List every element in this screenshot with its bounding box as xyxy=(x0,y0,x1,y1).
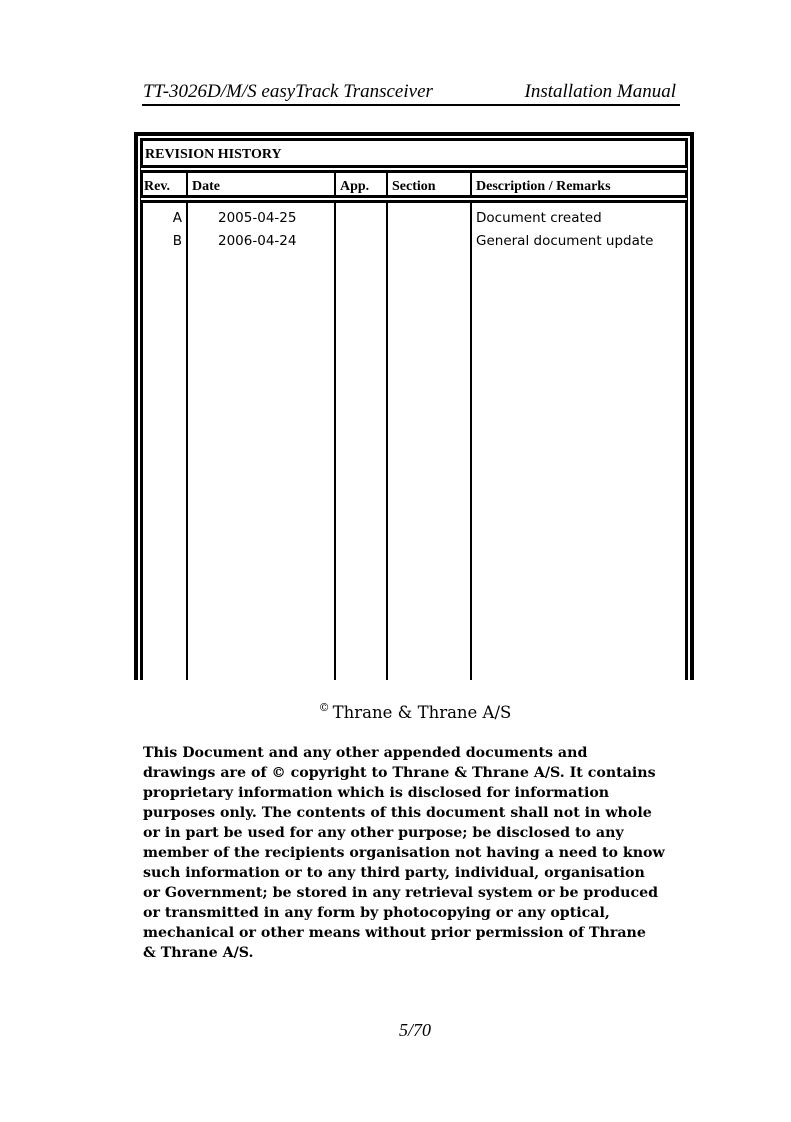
notice-line: This Document and any other appended documents and xyxy=(143,745,588,761)
product-title: TT-3026D/M/S easyTrack Transceiver xyxy=(143,81,433,102)
column-divider xyxy=(386,202,388,680)
notice-line: or in part be used for any other purpose; be disclosed to any xyxy=(143,825,624,841)
revision-remarks: Document created xyxy=(476,210,602,226)
copyright-holder: Thrane & Thrane A/S xyxy=(332,703,512,722)
notice-line: such information or to any third party, individual, organisation xyxy=(143,865,645,881)
column-divider xyxy=(186,172,188,196)
notice-line: drawings are of © copyright to Thrane & Thrane A/S. It contains xyxy=(143,765,656,781)
notice-line: member of the recipients organisation not having a need to know xyxy=(143,845,665,861)
notice-line: or transmitted in any form by photocopying or any optical, xyxy=(143,905,610,921)
revision-date: 2005-04-25 xyxy=(218,210,297,226)
revision-date: 2006-04-24 xyxy=(218,233,297,249)
table-title-box xyxy=(140,138,688,168)
column-divider xyxy=(334,202,336,680)
notice-line: mechanical or other means without prior permission of Thrane xyxy=(143,925,646,941)
column-header-app: App. xyxy=(340,179,370,194)
page-header xyxy=(142,80,680,106)
copyright-notice xyxy=(143,743,703,963)
notice-line: & Thrane A/S. xyxy=(143,945,254,961)
notice-line: purposes only. The contents of this document shall not in whole xyxy=(143,805,652,821)
column-header-section: Section xyxy=(392,179,436,194)
column-header-date: Date xyxy=(192,179,220,194)
page-number: 5/70 xyxy=(398,1020,431,1040)
column-divider xyxy=(386,172,388,196)
copyright-symbol: © xyxy=(318,701,330,714)
notice-line: proprietary information which is disclosed for information xyxy=(143,785,610,801)
column-divider xyxy=(334,172,336,196)
table-header-row xyxy=(140,170,688,198)
notice-line: or Government; be stored in any retrieval system or be produced xyxy=(143,885,659,901)
revision-remarks: General document update xyxy=(476,233,654,249)
column-header-rev: Rev. xyxy=(144,179,171,194)
revision-rev: B xyxy=(172,233,182,249)
column-header-remarks: Description / Remarks xyxy=(476,179,611,194)
column-divider xyxy=(470,202,472,680)
table-body xyxy=(140,200,688,680)
copyright-line xyxy=(0,701,791,722)
table-title: REVISION HISTORY xyxy=(145,147,282,162)
column-divider xyxy=(470,172,472,196)
revision-rev: A xyxy=(172,210,182,226)
manual-title: Installation Manual xyxy=(524,81,676,102)
column-divider xyxy=(186,202,188,680)
